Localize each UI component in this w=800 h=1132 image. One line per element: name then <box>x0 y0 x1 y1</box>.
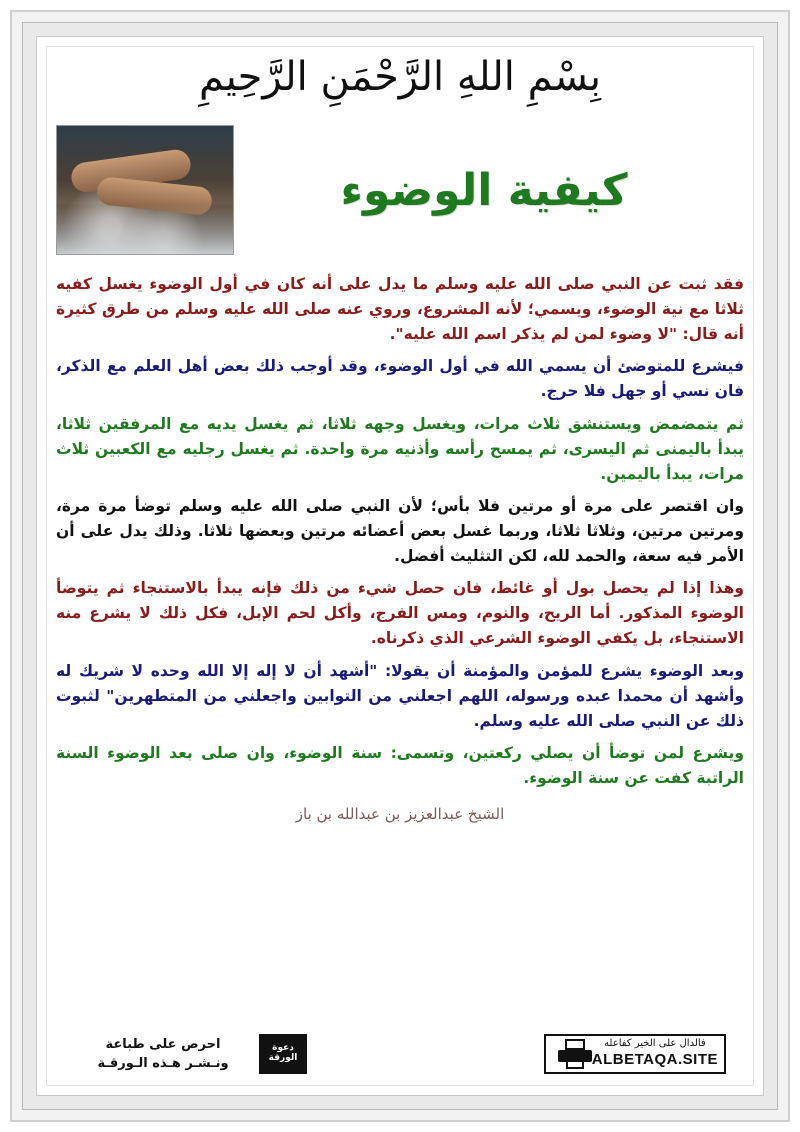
site-name: ALBETAQA.SITE <box>591 1050 718 1068</box>
website-texts <box>592 1038 718 1069</box>
print-note-line-2: ونـشـر هـذه الـورقـة <box>97 1056 229 1071</box>
printer-icon <box>558 1039 592 1069</box>
printer-icon-paper-top <box>565 1039 585 1050</box>
paragraph-4: وان اقتصر على مرة أو مرتين فلا بأس؛ لأن النبي صلى الله عليه وسلم توضأ مرة مرة، ومرتين مرتين، وثلاثا ثلاثا، وربما غسل بعض أعضائه مرتين وبعضها ثلاثا. وذلك يدل على أن الأمر فيه سعة، والحمد لله، لكن التثليث أفضل. <box>56 496 744 566</box>
paragraph-3: ثم يتمضمض ويستنشق ثلاث مرات، ويغسل وجهه ثلاثا، ثم يغسل يديه مع المرفقين ثلاثا، يبدأ باليمنى ثم اليسرى، ثم يمسح رأسه وأذنيه مرة واحدة. ثم يغسل رجليه مع الكعبين ثلاث مرات، يبدأ باليمين. <box>56 414 744 483</box>
print-encouragement-note <box>74 1030 252 1078</box>
photo-water-splash <box>57 206 233 254</box>
paragraph-7: ويشرع لمن توضأ أن يصلي ركعتين، وتسمى: سنة الوضوء، وان صلى بعد الوضوء السنة الراتبة كفت عن سنة الوضوء. <box>56 743 744 787</box>
printer-icon-paper-out <box>566 1060 584 1069</box>
poster-header <box>56 120 744 260</box>
print-note-line-1: احرص على طباعة <box>105 1036 221 1052</box>
poster-content <box>56 40 744 1082</box>
article-body <box>56 272 744 791</box>
basmala-calligraphy: بِسْمِ اللهِ الرَّحْمَنِ الرَّحِيمِ <box>198 54 602 100</box>
page-title: كيفية الوضوء <box>340 164 628 216</box>
website-badge[interactable] <box>544 1034 726 1074</box>
logo-mark: دعوة الورقة <box>259 1034 307 1074</box>
site-tagline: فالدال على الخير كفاعله <box>604 1038 706 1050</box>
paragraph-5: وهذا إذا لم يحصل بول أو غائط، فان حصل شيء من ذلك فإنه يبدأ بالاستنجاء ثم يتوضأ الوضوء المذكور. أما الريح، والنوم، ومس الفرج، وأكل لحم الإبل، فكل ذلك لا يشرع منه الاستنجاء، بل يكفي الوضوء الشرعي الذي ذكرناه. <box>56 579 744 648</box>
footer-spacer <box>314 1030 544 1078</box>
paragraph-6: وبعد الوضوء يشرع للمؤمن والمؤمنة أن يقولا: "أشهد أن لا إله إلا الله وحده لا شريك له وأشهد أن محمدا عبده ورسوله، اللهم اجعلني من التوابين واجعلني من المتطهرين" لثبوت ذلك عن النبي صلى الله عليه وسلم. <box>56 661 744 730</box>
author-attribution: الشيخ عبدالعزيز بن عبدالله بن باز <box>295 805 505 824</box>
paragraph-1: فقد ثبت عن النبي صلى الله عليه وسلم ما يدل على أنه كان في أول الوضوء يغسل كفيه ثلاثا مع نية الوضوء، ويسمي؛ لأنه المشروع، وروي عنه صلى الله عليه وسلم من طرق كثيرة أنه قال: "لا وضوء لمن لم يذكر اسم الله عليه". <box>56 275 744 344</box>
paragraph-2: فيشرع للمتوضئ أن يسمي الله في أول الوضوء، وقد أوجب ذلك بعض أهل العلم مع الذكر، فان نسي أو جهل فلا حرج. <box>56 357 744 401</box>
footer-bar <box>74 1030 726 1078</box>
wudu-photo <box>56 125 234 255</box>
organization-logo <box>252 1030 314 1078</box>
